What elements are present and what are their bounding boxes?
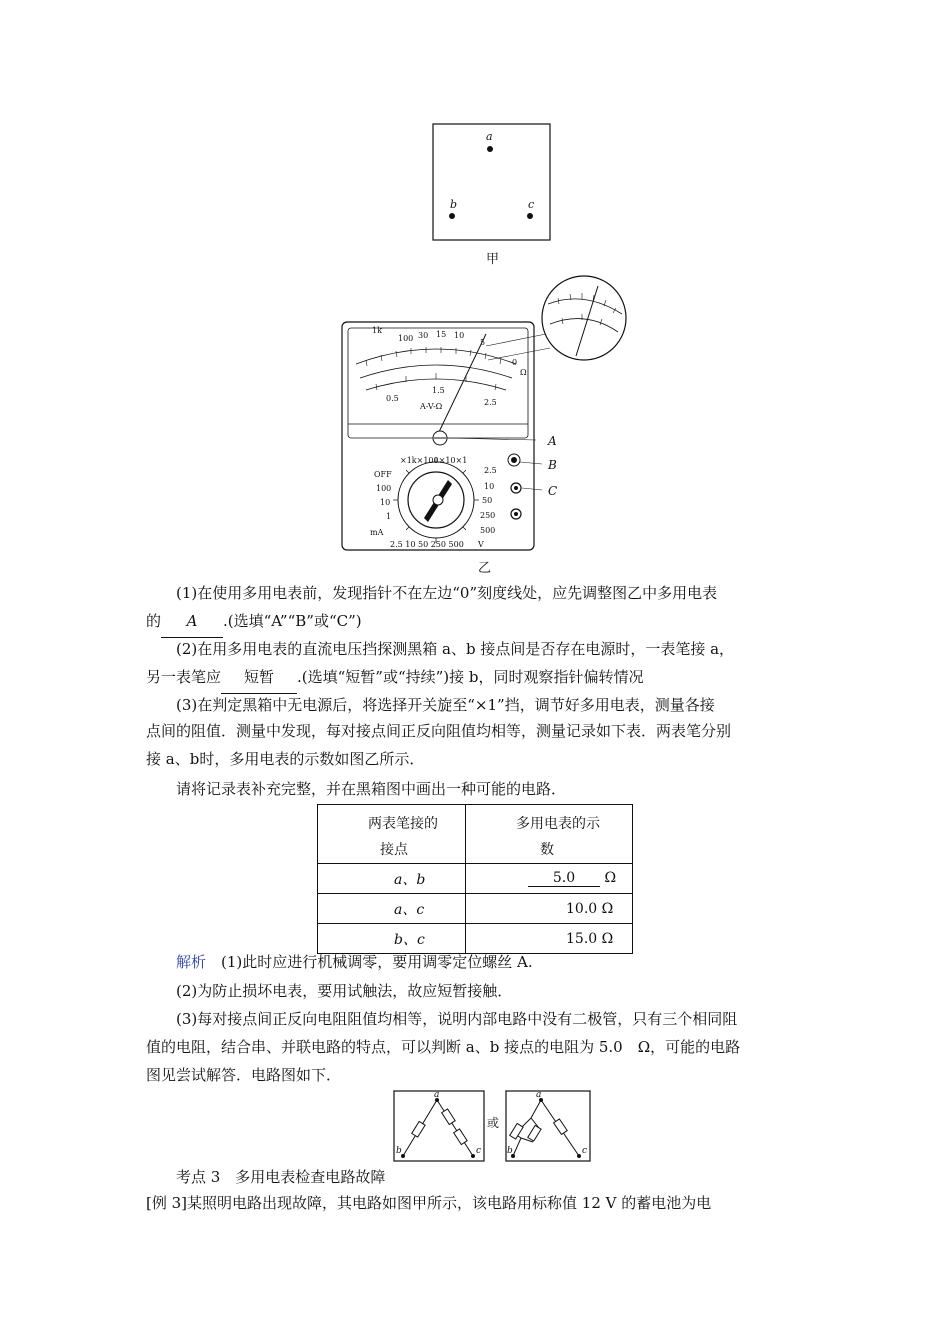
range-1ma: 1 — [386, 512, 392, 521]
range-250v: 250 — [480, 511, 496, 520]
ohm-scale-label-100: 100 — [398, 334, 414, 343]
row-unit: Ω — [604, 870, 617, 886]
node-label-b: b — [450, 198, 458, 211]
volt-scale-label-1-5: 1.5 — [432, 386, 445, 395]
header-reading — [466, 805, 633, 864]
solution-step3-line2: 值的电阻，结合串、并联电路的特点，可以判断 a、b 接点的电阻为 5.0 Ω，可能的电路 — [146, 1038, 741, 1056]
header-reading-line2: 数 — [540, 842, 554, 858]
q1-prefix: 的 — [146, 612, 162, 630]
volt-scale-label-2-5: 2.5 — [484, 398, 497, 407]
example-3-text: [例 3]某照明电路出现故障，其电路如图甲所示，该电路用标称值 12 V 的蓄电池为电 — [146, 1194, 712, 1212]
ohm-scale-label-5: 5 — [480, 338, 486, 347]
row-points: b、c — [318, 924, 466, 954]
bottom-ranges: 2.5 10 50 250 500 — [390, 540, 464, 549]
q2-suffix: .(选填“短暂”或“持续”)接 b，同时观察指针偏转情况 — [297, 668, 644, 686]
range-100ma: 100 — [376, 484, 392, 493]
circuit2-node-b: b — [507, 1146, 513, 1156]
label-B: B — [548, 458, 557, 472]
node-label-a: a — [486, 130, 493, 143]
row-value: 15.0 — [566, 930, 598, 947]
circuit-parallel — [505, 1090, 591, 1162]
range-v-label: V — [478, 540, 484, 549]
row-reading — [466, 864, 633, 894]
row-value-answer: 5.0 — [528, 870, 600, 887]
table-row — [318, 894, 633, 924]
q3-line4: 请将记录表补充完整，并在黑箱图中画出一种可能的电路． — [176, 780, 567, 798]
figure-caption-yi: 乙 — [478, 561, 492, 576]
header-points — [318, 805, 466, 864]
circuit1-node-c: c — [476, 1146, 482, 1156]
range-10v: 10 — [484, 482, 495, 491]
solution-step1: (1)此时应进行机械调零，要用调零定位螺丝 A. — [221, 953, 533, 971]
label-C: C — [548, 484, 558, 498]
or-label: 或 — [487, 1116, 500, 1130]
ohm-scale-label-1k: 1k — [372, 326, 382, 335]
circuit2-node-c: c — [582, 1146, 588, 1156]
solution-step2: (2)为防止损坏电表，要用试触法，故应短暂接触． — [176, 982, 513, 1000]
volt-scale-label-0-5: 0.5 — [386, 394, 399, 403]
node-label-c: c — [528, 198, 535, 211]
q1-suffix: .(选填“A”“B”或“C”) — [223, 612, 362, 630]
q2-answer: 短暂 — [221, 662, 297, 694]
q2-line1: (2)在用多用电表的直流电压挡探测黑箱 a、b 接点间是否存在电源时，一表笔接 a， — [176, 640, 735, 658]
row-value: 10.0 — [566, 900, 598, 917]
circuit1-node-b: b — [396, 1146, 402, 1156]
q1-answer: A — [161, 606, 223, 638]
solution-tag: 解析 — [176, 953, 207, 971]
range-ma-label: mA — [370, 528, 384, 537]
header-points-line1: 两表笔接的 — [368, 816, 438, 832]
circuit-series — [393, 1090, 485, 1162]
solution-line1 — [176, 947, 533, 978]
q1-line1: (1)在使用多用电表前，发现指针不在左边“0”刻度线处，应先调整图乙中多用电表 — [176, 584, 718, 602]
row-points: a、b — [318, 864, 466, 894]
ohm-scale-label-10: 10 — [454, 331, 465, 340]
ohm-scale-label-0: 0 — [512, 358, 518, 367]
q3-line1: (3)在判定黑箱中无电源后，将选择开关旋至“×1”挡，调节好多用电表，测量各接 — [176, 696, 715, 714]
header-points-line2: 接点 — [380, 842, 408, 858]
q3-line3: 接 a、b时，多用电表的示数如图乙所示． — [146, 750, 425, 768]
row-reading — [466, 894, 633, 924]
row-unit: Ω — [601, 930, 614, 947]
figure-caption-jia: 甲 — [486, 252, 500, 267]
solution-step3-line1: (3)每对接点间正反向电阻阻值均相等，说明内部电路中没有二极管，只有三个相同阻 — [176, 1010, 738, 1028]
q2-prefix: 另一表笔应 — [146, 668, 222, 686]
ohm-range-row: ×1k×100×10×1 — [400, 456, 468, 465]
header-reading-line1: 多用电表的示 — [516, 816, 600, 832]
range-50v: 50 — [482, 496, 493, 505]
table-header-row — [318, 805, 633, 864]
record-table — [317, 804, 633, 954]
range-off: OFF — [374, 470, 392, 479]
row-unit: Ω — [601, 900, 614, 917]
section-title: 考点 3 多用电表检查电路故障 — [176, 1168, 386, 1186]
ohm-scale-label-omega: Ω — [520, 368, 527, 377]
range-500v: 500 — [480, 526, 496, 535]
table-row — [318, 864, 633, 894]
ohm-scale-label-30: 30 — [418, 331, 429, 340]
circuit1-node-a: a — [434, 1090, 440, 1100]
ohm-scale-label-15: 15 — [436, 330, 447, 339]
range-2-5v: 2.5 — [484, 466, 497, 475]
solution-step3-line3: 图见尝试解答．电路图如下． — [146, 1066, 342, 1084]
dial-face-label: A-V-Ω — [420, 402, 443, 411]
row-points: a、c — [318, 894, 466, 924]
range-10ma: 10 — [380, 498, 391, 507]
circuit2-node-a: a — [536, 1090, 542, 1100]
label-A: A — [548, 434, 557, 448]
q3-line2: 点间的阻值．测量中发现，每对接点间正反向阻值均相等，测量记录如下表．两表笔分别 — [146, 722, 732, 740]
